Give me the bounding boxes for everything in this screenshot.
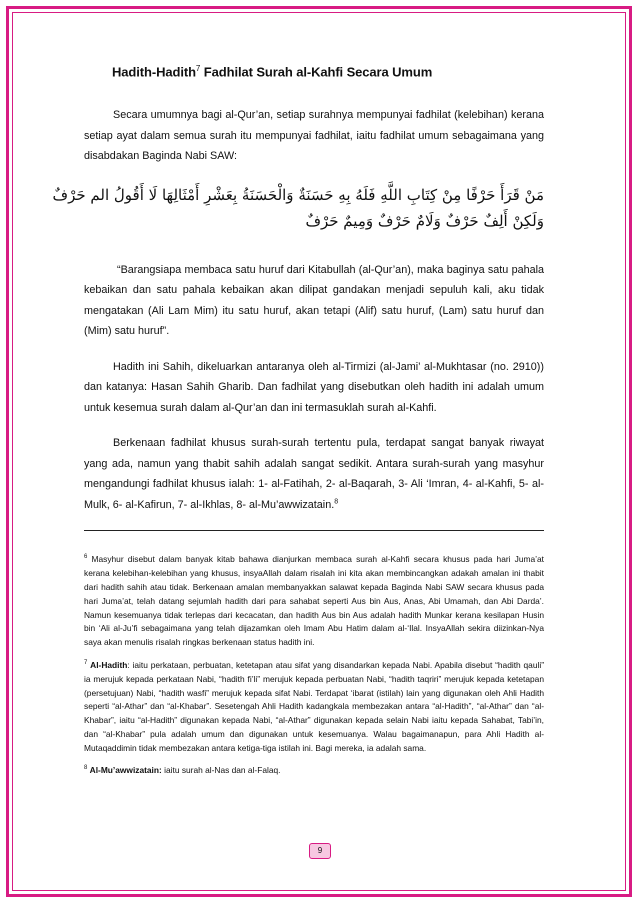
intro-paragraph: Secara umumnya bagi al-Qur’an, setiap surahnya mempunyai fadhilat (kelebihan) kerana setiap ayat dalam semua surah itu mempunyai fadhilat, iaitu fadhilat umum sebagaimana yang disabdakan Baginda Nabi SAW:: [84, 109, 544, 163]
footnote-term: Al-Hadith: [90, 659, 128, 670]
section-heading: [112, 64, 544, 79]
footnote-term: Al-Mu’awwizatain:: [89, 765, 162, 776]
footnote-ref-7: 7: [195, 64, 201, 73]
page-content: [52, 64, 545, 787]
page-number-badge: 9: [309, 843, 331, 859]
specific-virtues-paragraph: [84, 433, 544, 515]
heading-text: Hadith-Hadith: [112, 64, 196, 80]
heading-text-rest: Fadhilat Surah al-Kahfi Secara Umum: [200, 64, 433, 80]
footnote-mark: 6: [84, 554, 88, 561]
footnote-ref-8: 8: [334, 498, 339, 506]
footnote-text: Masyhur disebut dalam banyak kitab bahawa dianjurkan membaca surah al-Kahfi secara khusus pada hari Juma’at kerana kelebihan-kelebihan yang khusus, insyaAllah dalam risalah ini kita akan membincangkan adakah amalan ini thabit dari hadith sahih atau tidak. Berkenaan amalan membanyakkan salawat kepada Baginda Nabi SAW secara khusus pada hari Juma’at, telah datang sejumlah hadith dari para sahabat seperti Aus bin Aus, Anas, Abi Umamah, dan Abi Darda’. Namun kesemuanya tidak terlepas dari kecacatan, dan hadith Aus bin Aus adalah hadith Munkar kerana kesilapan Husin bin ‘Ali al-Ju’fi sebagaimana yang telah dijazamkan oleh Imam Abu Hatim dalam al-‘Ilal. InsyaAllah sekira diizinkan-Nya saya akan menulis risalah ringkas berkenaan status hadith ini.: [84, 554, 544, 648]
specific-virtues-text: Berkenaan fadhilat khusus surah-surah tertentu pula, terdapat sangat banyak riwayat yang ada, namun yang thabit sahih adalah sangat sedikit. Antara surah-surah yang masyhur mengandungi fadhilat khusus ialah: 1- al-Fatihah, 2- al-Baqarah, 3- Ali ‘Imran, 4- al-Kahfi, 5- al-Mulk, 6- al-Kafirun, 7- al-Ikhlas, 8- al-Mu’awwizatain.: [84, 437, 544, 511]
footnote-7: [84, 659, 544, 756]
arabic-line-1: مَنْ قَرَأَ حَرْفًا مِنْ كِتَابِ اللَّهِ فَلَهُ بِهِ حَسَنَةٌ وَالْحَسَنَةُ بِعَشْرِ أَمْثَالِهَا لَا أَقُولُ الم حَرْفٌ: [52, 185, 544, 204]
footnote-mark: 7: [84, 660, 88, 667]
arabic-line-2: وَلَكِنْ أَلِفٌ حَرْفٌ وَلَامٌ حَرْفٌ وَمِيمٌ حَرْفٌ: [305, 211, 544, 230]
footnote-mark: 8: [84, 765, 88, 772]
footnote-text: iaitu surah al-Nas dan al-Falaq.: [161, 765, 281, 776]
hadith-translation: “Barangsiapa membaca satu huruf dari Kitabullah (al-Qur’an), maka baginya satu pahala kebaikan dan satu pahala kebaikan akan dilipat gandakan menjadi sepuluh kali, aku tidak mengatakan (Ali Lam Mim) itu satu huruf, akan tetapi (Alif) satu huruf, (Lam) satu huruf dan (Mim) satu huruf”.: [84, 263, 544, 338]
arabic-hadith-text: [52, 182, 544, 234]
hadith-grading-paragraph: Hadith ini Sahih, dikeluarkan antaranya oleh al-Tirmizi (al-Jami’ al-Mukhtasar (no. 2910)) dan katanya: Hasan Sahih Gharib. Dan fadhilat yang disebutkan oleh hadith ini adalah umum untuk kesemua surah dalam al-Qur’an dan ini termasuklah surah al-Kahfi.: [84, 360, 544, 414]
footnote-text: : iaitu perkataan, perbuatan, ketetapan atau sifat yang disandarkan kepada Nabi. Apabila disebut “hadith qauli” ia merujuk kepada perkataan Nabi, “hadith fi’li” merujuk kepada perbuatan Nabi, “hadith taqriri” merujuk kepada ketetapan (persetujuan) Nabi, “hadith wasfi” merujuk kepada sifat Nabi. Terdapat ‘ibarat (istilah) lain yang digunakan oleh Ahli Hadith seperti “al-Athar” dan “al-Khabar”. Sesetengah Ahli Hadith kadangkala membezakan antara “al-Hadith”, “al-Athar” dan “al-Khabar”, iaitu “al-Hadith” digunakan kepada Nabi, “al-Athar” digunakan kepada selain Nabi iaitu kepada Sahabat, Tabi’in, dan “al-Khabar” pula adalah umum dan digunakan untuk kesemuanya. Walau bagaimanapun, para Ahli Hadith al-Mutaqaddimin tidak membezakan antara ketiga-tiga istilah ini. Bagi mereka, ia adalah sama.: [84, 659, 545, 753]
footnote-8: [84, 764, 544, 778]
footnote-6: [84, 553, 544, 650]
footnote-separator: [84, 530, 544, 531]
